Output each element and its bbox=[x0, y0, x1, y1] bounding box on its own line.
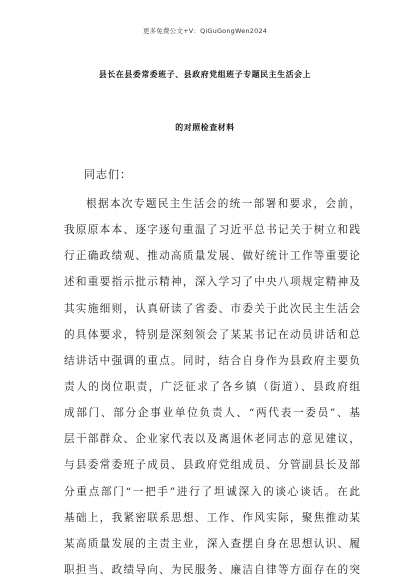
body-line: 基础上，我紧密联系思想、工作、作风实际，聚焦推动某 bbox=[64, 511, 360, 524]
body-line: 责人的岗位职责，广泛征求了各乡镇（街道）、县政府组 bbox=[64, 381, 360, 393]
body-line: 的具体要求，特别是深刻领会了某某书记在动员讲话和总 bbox=[64, 328, 360, 341]
body-line: 根据本次专题民主生活会的统一部署和要求，会前， bbox=[86, 198, 360, 210]
body-line: 与县委常委班子成员、县政府党组成员、分管副县长及部 bbox=[64, 459, 360, 472]
body-line: 某高质量发展的主责主业，深入查摆自身在思想认识、履 bbox=[64, 537, 360, 550]
salutation: 同志们： bbox=[84, 168, 132, 181]
body-line: 结讲话中强调的重点。同时，结合自身作为县政府主要负 bbox=[64, 354, 360, 367]
body-line: 层干部群众、企业家代表以及离退休老同志的意见建议， bbox=[64, 433, 360, 446]
body-line: 分重点部门“一把手”进行了坦诚深入的谈心谈话。在此 bbox=[64, 485, 360, 498]
body-line: 成部门、部分企事业单位负责人、“两代表一委员”、基 bbox=[64, 407, 360, 420]
document-title-line-1: 县长在县委常委班子、县政府党组班子专题民主生活会上 bbox=[98, 70, 312, 79]
body-line: 述和重要指示批示精神，深入学习了中央八项规定精神及 bbox=[64, 276, 360, 289]
body-line: 其实施细则，认真研读了省委、市委关于此次民主生活会 bbox=[64, 302, 360, 315]
document-title-line-2: 的对照检查材料 bbox=[175, 123, 235, 132]
header-note: 更多免费公文+V：QiGuGongWen2024 bbox=[142, 27, 268, 35]
body-line: 我原原本本、逐字逐句重温了习近平总书记关于树立和践 bbox=[64, 224, 360, 237]
body-line: 行正确政绩观、推动高质量发展、做好统计工作等重要论 bbox=[64, 250, 360, 263]
body-line: 职担当、政绩导向、为民服务、廉洁自律等方面存在的突 bbox=[64, 564, 360, 576]
